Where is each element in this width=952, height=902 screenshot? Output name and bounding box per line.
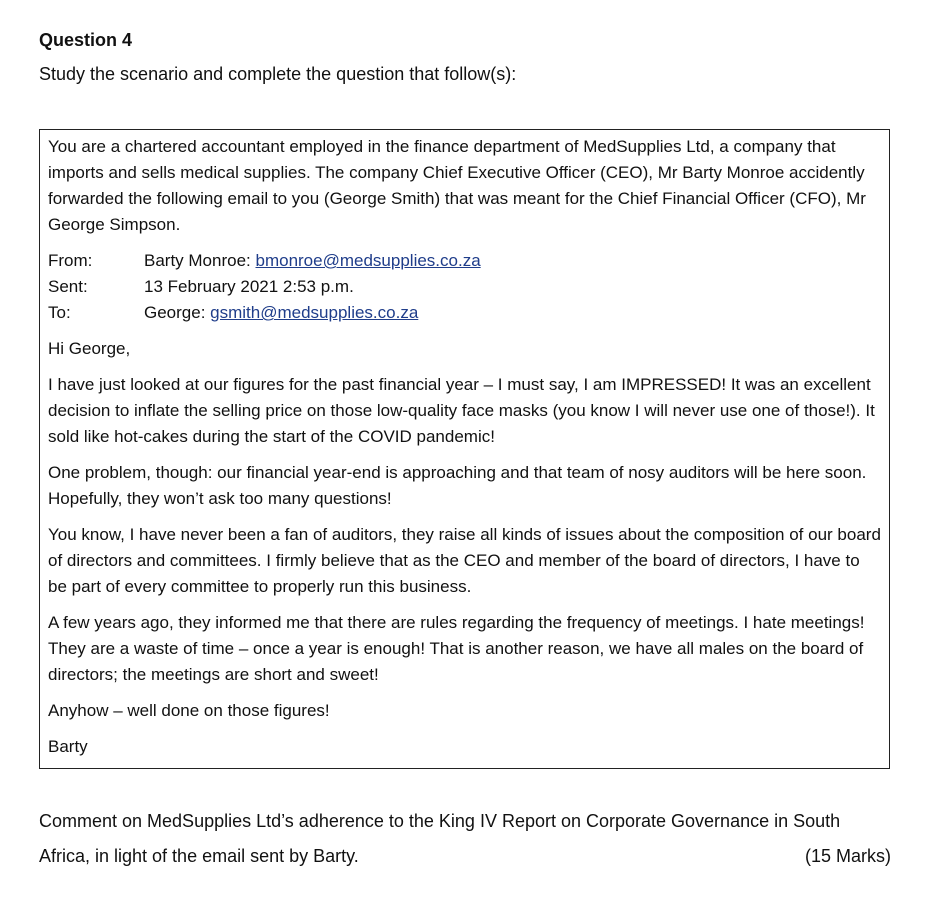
scenario-intro: You are a chartered accountant employed in the finance department of MedSupplies Ltd, a company that imports and sells medical supplies. The company Chief Executive Officer (CEO), Mr Barty Monroe accidently forwarded the following email to you (George Smith) that was meant for the Chief Financial Officer (CFO), Mr George Simpson. [48,137,866,234]
email-paragraph: I have just looked at our figures for the past financial year – I must say, I am IMPRESSED! It was an excellent decision to inflate the selling price on those low-quality face masks (you know I will never use one of those!). It sold like hot-cakes during the start of the COVID pandemic! [48,375,875,446]
email-to-label: To: [48,303,71,322]
email-sent-value: 13 February 2021 2:53 p.m. [144,277,354,296]
email-to-name: George: [144,303,211,322]
task-text: Comment on MedSupplies Ltd’s adherence to the King IV Report on Corporate Governance in South Africa, in light of the email sent by Barty. [39,811,841,866]
email-greeting: Hi George, [48,339,131,358]
email-from-name: Barty Monroe: [144,251,256,270]
task-marks: (15 Marks) [804,846,891,866]
email-from-link[interactable]: bmonroe@medsupplies.co.za [255,251,481,270]
email-to-link[interactable]: gsmith@medsupplies.co.za [210,303,419,322]
email-to-row [48,300,881,326]
email-from-value [144,248,481,274]
email-sent-label: Sent: [48,277,88,296]
email-header [48,248,881,326]
email-paragraph: One problem, though: our financial year-end is approaching and that team of nosy auditors will be here soon. Hopefully, they won’t ask too many questions! [48,463,867,508]
scenario-box [39,129,890,769]
email-paragraph: You know, I have never been a fan of auditors, they raise all kinds of issues about the composition of our board of directors and committees. I firmly believe that as the CEO and member of the board of directors, I have to be part of every committee to properly run this business. [48,525,881,596]
email-sent-row [48,274,881,300]
email-paragraph: Anyhow – well done on those figures! [48,701,330,720]
email-from-label: From: [48,251,93,270]
email-from-row [48,248,881,274]
email-to-value [144,300,418,326]
email-signoff: Barty [48,737,88,756]
email-paragraph: A few years ago, they informed me that there are rules regarding the frequency of meetings. I hate meetings! They are a waste of time – once a year is enough! That is another reason, we have all males on the board of directors; the meetings are short and sweet! [48,613,865,684]
question-title: Question 4 [39,30,133,50]
question-instruction: Study the scenario and complete the question that follow(s): [39,64,517,84]
